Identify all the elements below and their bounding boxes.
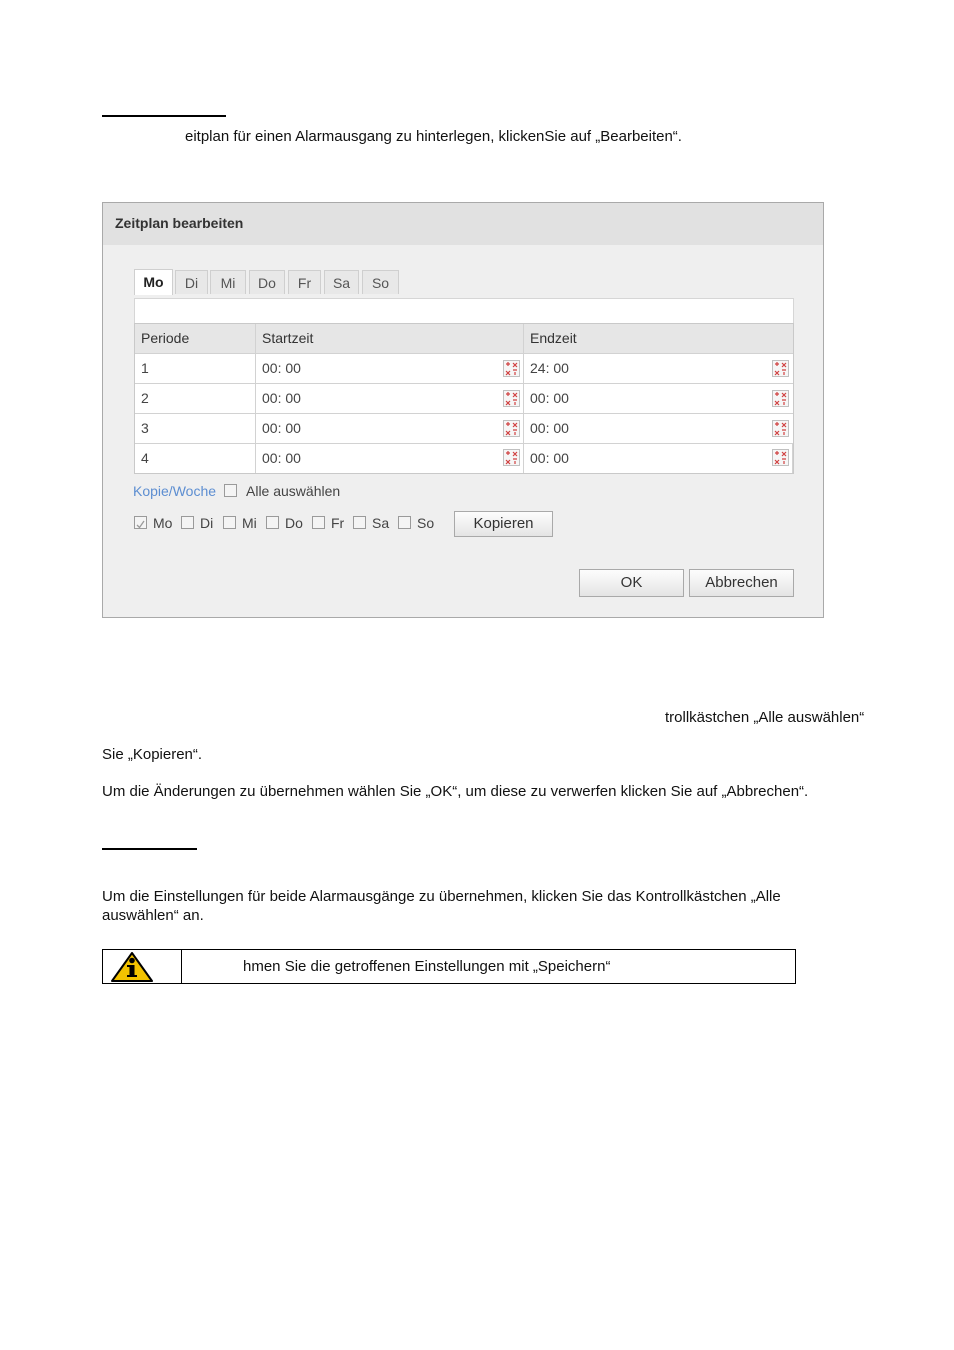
tab-so[interactable]: So: [362, 270, 399, 294]
day-checkbox-sa[interactable]: [353, 516, 366, 529]
period-cell: 3: [135, 414, 256, 444]
day-checkbox-so[interactable]: [398, 516, 411, 529]
instruction-line-4: Um die Änderungen zu übernehmen wählen Sie „OK“, um diese zu verwerfen klicken Sie auf „Abbrechen“.: [102, 783, 809, 800]
notice-divider: [181, 950, 182, 983]
instruction-line-1: eitplan für einen Alarmausgang zu hinterlegen, klickenSie auf „Bearbeiten“.: [185, 128, 682, 145]
instruction-line-2: trollkästchen „Alle auswählen“: [665, 709, 865, 726]
tab-mo[interactable]: Mo: [134, 269, 173, 295]
dialog-title: Zeitplan bearbeiten: [115, 215, 244, 231]
start-time-field[interactable]: 00: 00: [256, 384, 524, 414]
select-all-label: Alle auswählen: [246, 483, 341, 499]
column-header-start: Startzeit: [256, 324, 524, 354]
cancel-button[interactable]: Abbrechen: [689, 569, 794, 597]
tab-mi[interactable]: Mi: [210, 270, 246, 294]
instruction-line-3: Sie „Kopieren“.: [102, 746, 203, 763]
day-label-sa: Sa: [372, 515, 390, 531]
start-time-field[interactable]: 00: 00: [256, 444, 524, 473]
schedule-table: [134, 323, 794, 474]
clock-icon[interactable]: [503, 420, 520, 437]
tab-di[interactable]: Di: [175, 270, 208, 294]
period-cell: 1: [135, 354, 256, 384]
tab-do[interactable]: Do: [249, 270, 285, 294]
dialog-header: [103, 203, 823, 245]
heading-underline-2: [102, 848, 197, 850]
notice-box: [102, 949, 796, 984]
tab-content-strip: [134, 298, 794, 324]
clock-icon[interactable]: [503, 449, 520, 466]
day-checkbox-mo[interactable]: [134, 516, 147, 529]
day-checkbox-fr[interactable]: [312, 516, 325, 529]
clock-icon[interactable]: [772, 449, 789, 466]
start-time-field[interactable]: 00: 00: [256, 354, 524, 384]
check-icon: [135, 519, 146, 530]
heading-underline-1: [102, 115, 226, 117]
copy-week-link[interactable]: Kopie/Woche: [133, 483, 217, 499]
clock-icon[interactable]: [503, 390, 520, 407]
day-label-di: Di: [200, 515, 214, 531]
clock-icon[interactable]: [772, 360, 789, 377]
clock-icon[interactable]: [772, 390, 789, 407]
tab-fr[interactable]: Fr: [288, 270, 321, 294]
day-checkbox-do[interactable]: [266, 516, 279, 529]
tab-sa[interactable]: Sa: [324, 270, 359, 294]
clock-icon[interactable]: [772, 420, 789, 437]
end-time-field[interactable]: 00: 00: [524, 414, 793, 444]
notice-text: hmen Sie die getroffenen Einstellungen mit „Speichern“: [243, 958, 611, 975]
warning-info-icon: [110, 951, 154, 988]
day-label-mo: Mo: [153, 515, 173, 531]
clock-icon[interactable]: [503, 360, 520, 377]
column-header-end: Endzeit: [524, 324, 793, 354]
day-checkbox-di[interactable]: [181, 516, 194, 529]
period-cell: 4: [135, 444, 256, 473]
select-all-checkbox[interactable]: [224, 484, 237, 497]
day-label-so: So: [417, 515, 435, 531]
day-label-mi: Mi: [242, 515, 257, 531]
paragraph-line-1: Um die Einstellungen für beide Alarmausgänge zu übernehmen, klicken Sie das Kontrollkästchen „Alle: [102, 888, 781, 905]
period-cell: 2: [135, 384, 256, 414]
end-time-field[interactable]: 00: 00: [524, 444, 793, 473]
paragraph-line-2: auswählen“ an.: [102, 907, 204, 924]
copy-button[interactable]: Kopieren: [454, 511, 553, 537]
start-time-field[interactable]: 00: 00: [256, 414, 524, 444]
end-time-field[interactable]: 00: 00: [524, 384, 793, 414]
day-checkbox-mi[interactable]: [223, 516, 236, 529]
ok-button[interactable]: OK: [579, 569, 684, 597]
day-label-fr: Fr: [331, 515, 345, 531]
column-header-period: Periode: [135, 324, 256, 354]
end-time-field[interactable]: 24: 00: [524, 354, 793, 384]
day-label-do: Do: [285, 515, 303, 531]
schedule-dialog: [102, 202, 824, 618]
